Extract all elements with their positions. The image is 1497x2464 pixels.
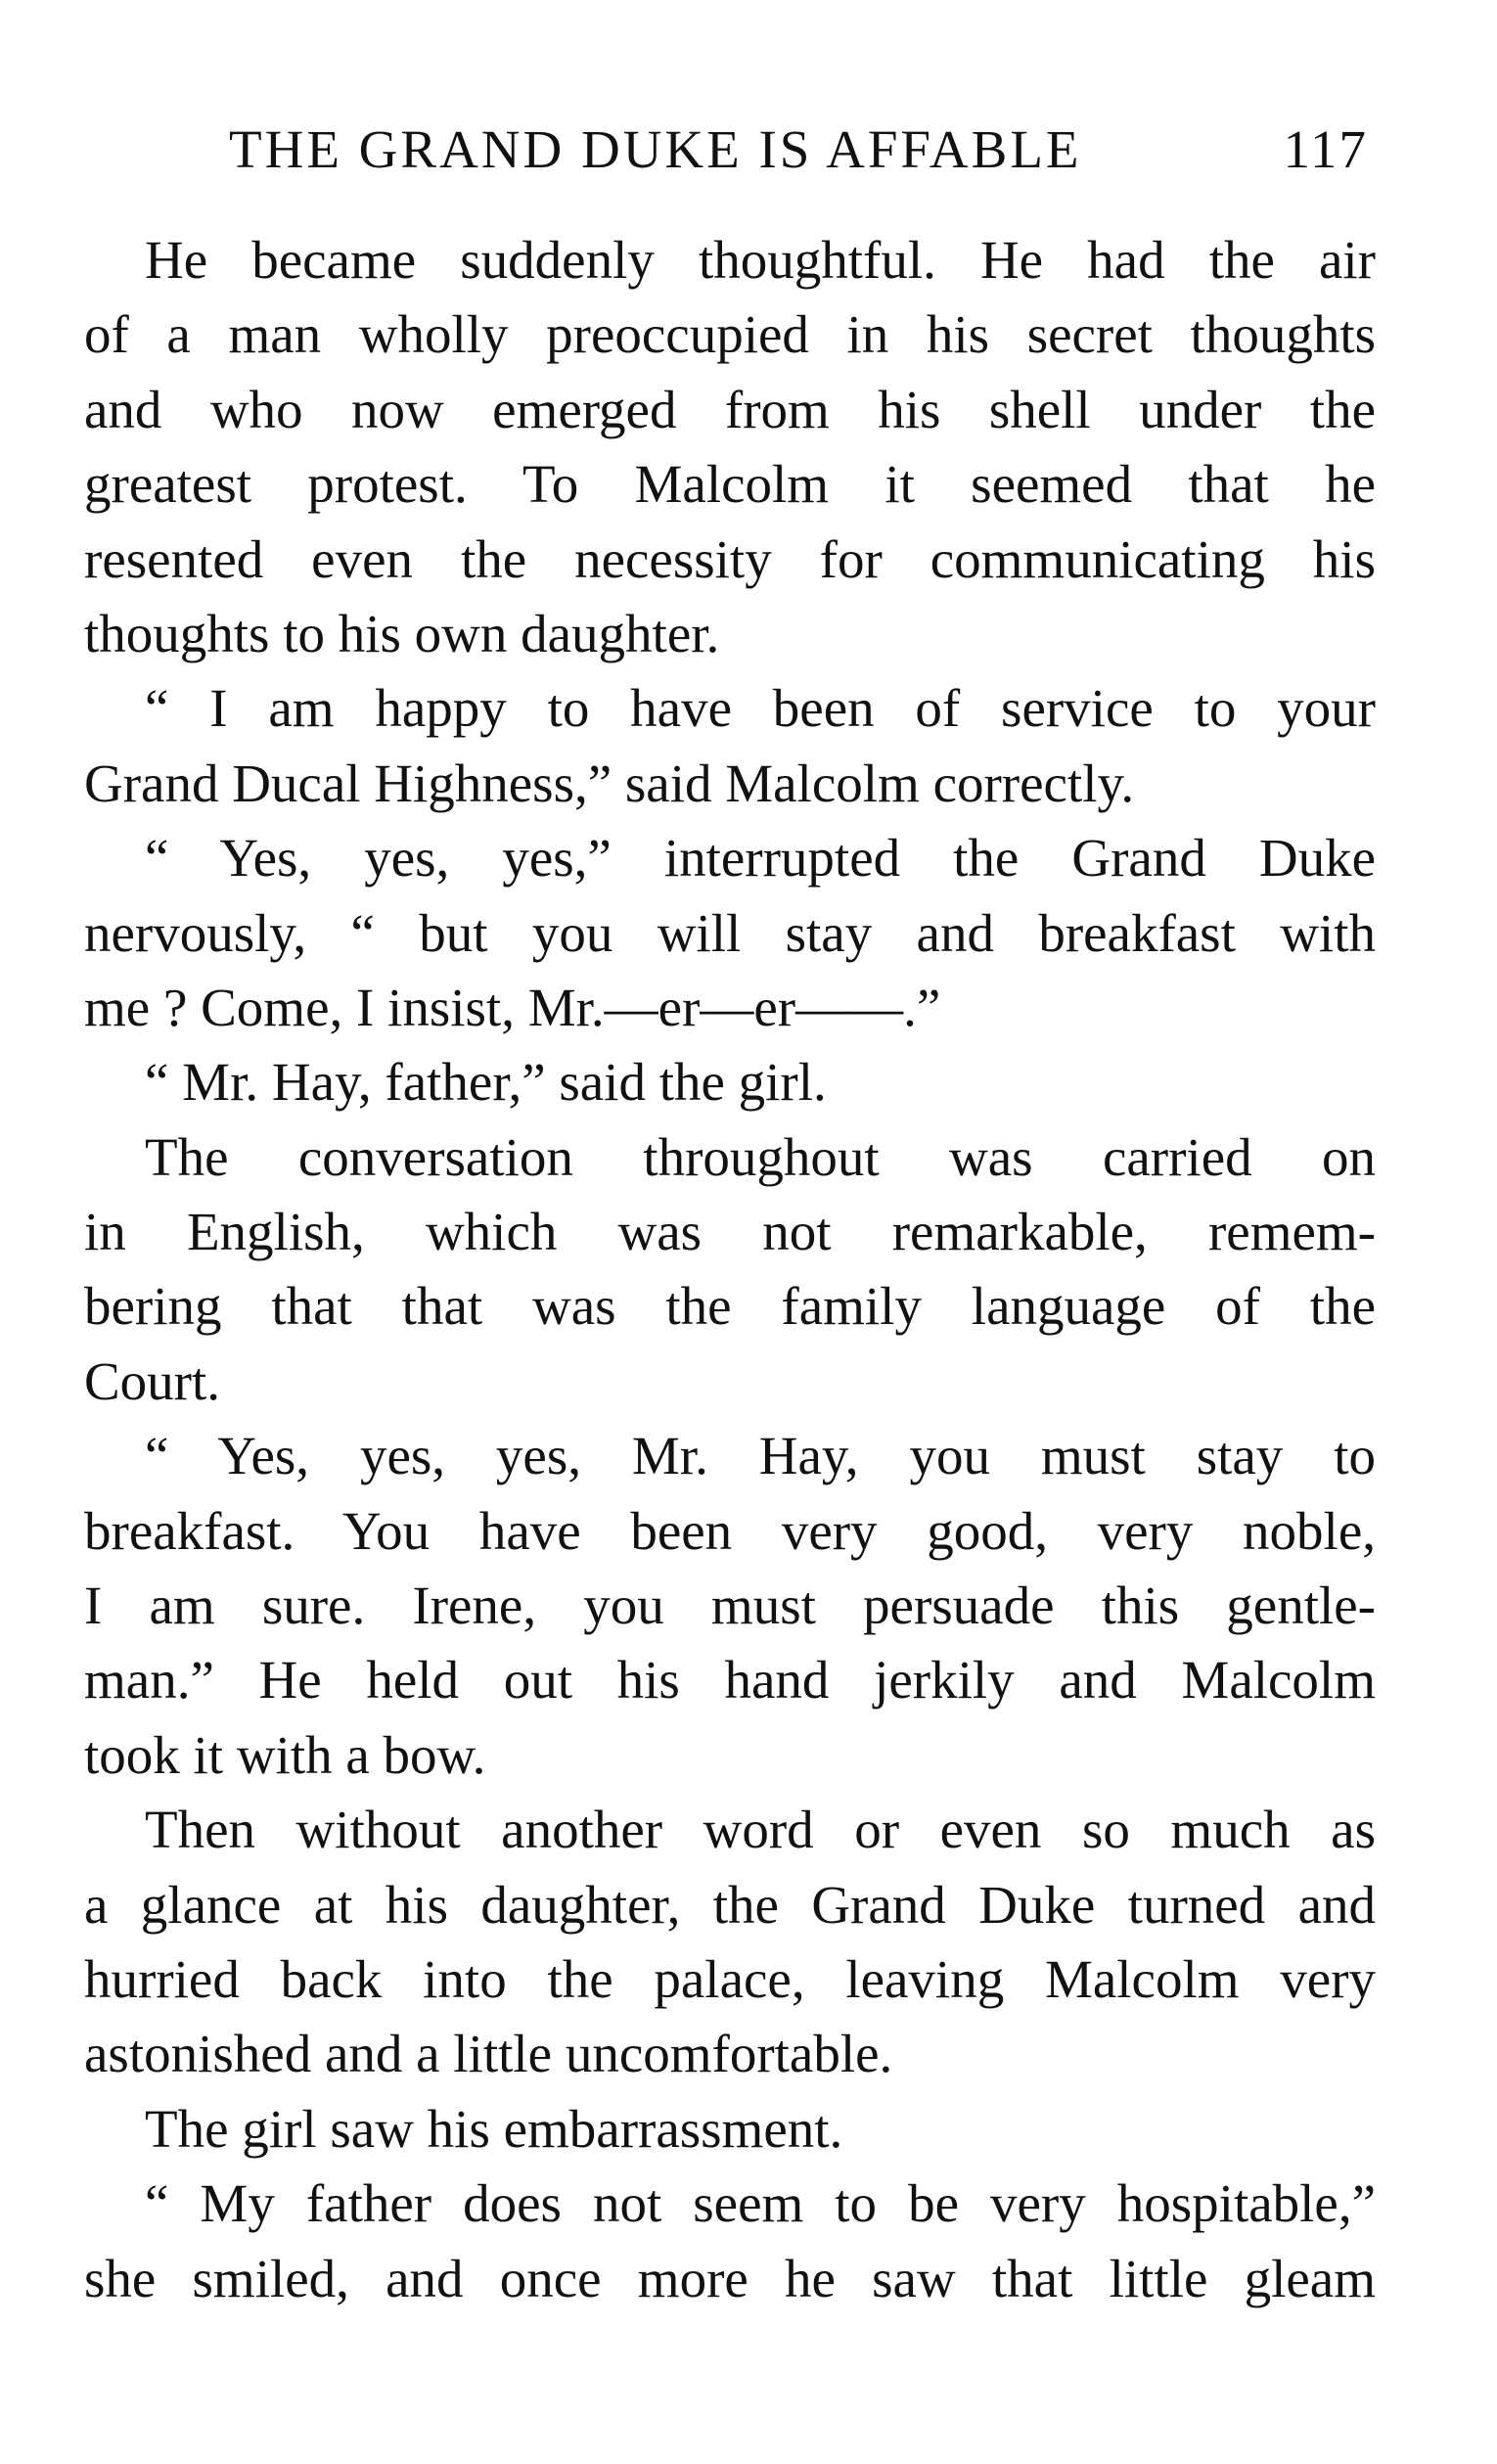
text-line: thoughts to his own daughter. xyxy=(84,603,720,663)
text-line: resented even the necessity for communicating his xyxy=(84,528,1376,589)
text-line: nervously, “ but you will stay and breakfast with xyxy=(84,902,1376,963)
text-line: me ? Come, I insist, Mr.—er—er——.” xyxy=(84,977,941,1037)
page-number: 117 xyxy=(1283,119,1368,179)
page-header xyxy=(84,115,1376,184)
text-line: “ Yes, yes, yes,” interrupted the Grand Duke xyxy=(145,828,1376,889)
text-line: man.” He held out his hand jerkily and Malcolm xyxy=(84,1650,1376,1711)
text-line: Then without another word or even so much as xyxy=(145,1800,1376,1860)
text-line: and who now emerged from his shell under the xyxy=(84,379,1376,439)
text-line: “ I am happy to have been of service to your xyxy=(145,678,1376,739)
text-line: “ My father does not seem to be very hospitable,” xyxy=(145,2173,1376,2234)
text-line: The girl saw his embarrassment. xyxy=(145,2098,843,2159)
running-head: THE GRAND DUKE IS AFFABLE xyxy=(229,119,1082,179)
text-line: in English, which was not remarkable, remem- xyxy=(84,1202,1376,1262)
text-line: took it with a bow. xyxy=(84,1724,486,1785)
text-line: He became suddenly thoughtful. He had the air xyxy=(145,230,1376,290)
text-line: greatest protest. To Malcolm it seemed that he xyxy=(84,454,1376,515)
text-line: of a man wholly preoccupied in his secret thoughts xyxy=(84,304,1376,365)
text-line: she smiled, and once more he saw that little gleam xyxy=(84,2248,1376,2308)
text-line: bering that that was the family language of the xyxy=(84,1276,1376,1337)
text-line: I am sure. Irene, you must persuade this gentle- xyxy=(84,1575,1376,1636)
text-line: astonished and a little uncomfortable. xyxy=(84,2024,893,2084)
body-text xyxy=(84,223,1376,2316)
text-line: hurried back into the palace, leaving Malcolm very xyxy=(84,1948,1376,2009)
text-line: “ Yes, yes, yes, Mr. Hay, you must stay to xyxy=(145,1426,1376,1486)
text-line: The conversation throughout was carried on xyxy=(145,1126,1376,1187)
text-line: “ Mr. Hay, father,” said the girl. xyxy=(145,1052,827,1113)
text-line: a glance at his daughter, the Grand Duke turned and xyxy=(84,1874,1376,1935)
text-line: Grand Ducal Highness,” said Malcolm correctly. xyxy=(84,753,1135,813)
book-page xyxy=(84,0,1376,2464)
text-line: Court. xyxy=(84,1350,221,1411)
text-line: breakfast. You have been very good, very noble, xyxy=(84,1500,1376,1561)
